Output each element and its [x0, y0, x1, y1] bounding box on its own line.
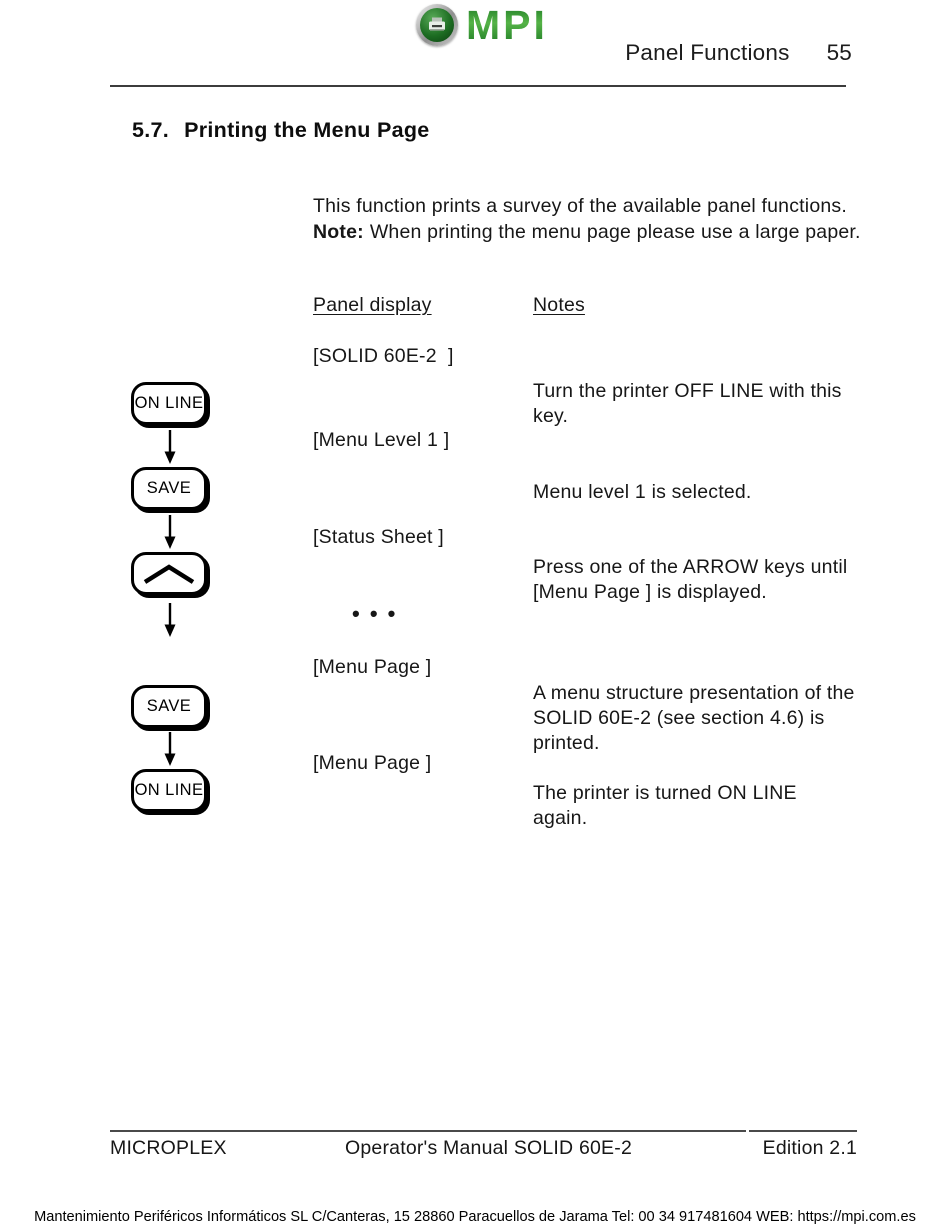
note-line: again. — [533, 807, 588, 830]
header-rule — [110, 85, 846, 87]
down-arrow-icon — [161, 603, 179, 637]
brand-wordmark: MPI — [466, 2, 548, 48]
ellipsis-dots: • • • — [352, 601, 398, 626]
page-number: 55 — [826, 40, 852, 65]
note-text-block — [533, 681, 873, 757]
note-text-block — [533, 555, 873, 605]
column-header-panel-display: Panel display — [313, 294, 432, 316]
down-arrow-icon — [161, 515, 179, 549]
note-line: printed. — [533, 732, 600, 755]
intro-line-1: This function prints a survey of the available panel functions. — [313, 195, 847, 217]
note-line: Turn the printer OFF LINE with this — [533, 380, 842, 402]
note-label: Note: — [313, 220, 364, 243]
online-key: ON LINE — [131, 382, 207, 425]
panel-display-value: [Menu Page ] — [313, 752, 432, 774]
panel-display-value: [SOLID 60E-2 ] — [313, 345, 454, 367]
footer-rule-left — [110, 1130, 746, 1132]
note-line: SOLID 60E-2 (see section 4.6) is — [533, 707, 825, 730]
panel-display-value: [Status Sheet ] — [313, 526, 444, 548]
arrow-up-icon — [140, 562, 198, 586]
printer-icon-glyph — [427, 17, 447, 33]
panel-display-value: [Menu Level 1 ] — [313, 429, 450, 451]
footer-company: MICROPLEX — [110, 1137, 227, 1159]
online-key: ON LINE — [131, 769, 207, 812]
note-line: key. — [533, 405, 569, 428]
intro-paragraph — [313, 194, 861, 245]
panel-display-value: [Menu Page ] — [313, 656, 432, 678]
logo-ring — [416, 4, 458, 46]
footer-rule-right — [749, 1130, 857, 1132]
footer-edition: Edition 2.1 — [762, 1137, 857, 1159]
down-arrow-icon — [161, 430, 179, 464]
section-number: 5.7. — [132, 118, 170, 142]
save-key: SAVE — [131, 467, 207, 510]
note-text-block — [533, 781, 873, 831]
section-title-text: Printing the Menu Page — [184, 118, 430, 142]
note-line: Press one of the ARROW keys until — [533, 556, 848, 578]
note-line: [Menu Page ] is displayed. — [533, 581, 767, 604]
arrow-up-key — [131, 552, 207, 595]
note-text-block — [533, 480, 873, 505]
footer-manual-title: Operator's Manual SOLID 60E-2 — [345, 1137, 632, 1159]
section-title — [132, 118, 430, 143]
footer-address: Mantenimiento Periféricos Informáticos SL C/Canteras, 15 28860 Paracuellos de Jarama Tel: 00 34 917481604 WEB: https://mpi.com.es — [34, 1209, 916, 1225]
note-line: A menu structure presentation of the — [533, 682, 855, 704]
header-title: Panel Functions — [625, 40, 790, 65]
note-line: The printer is turned ON LINE — [533, 782, 797, 804]
printer-icon — [420, 8, 454, 42]
note-line: Menu level 1 is selected. — [533, 481, 752, 503]
down-arrow-icon — [161, 732, 179, 766]
column-header-notes: Notes — [533, 294, 585, 316]
mpi-logo — [416, 4, 548, 46]
page-header — [625, 40, 852, 66]
note-text: When printing the menu page please use a large paper. — [369, 220, 861, 243]
intro-line-2 — [313, 220, 861, 246]
note-text-block — [533, 379, 873, 429]
save-key: SAVE — [131, 685, 207, 728]
